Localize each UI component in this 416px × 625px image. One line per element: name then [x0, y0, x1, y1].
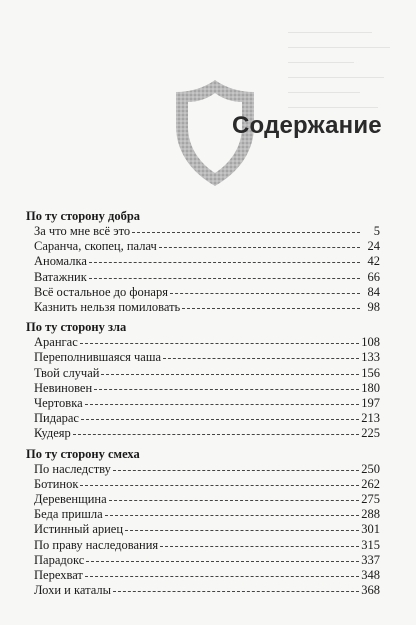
entry-title: Лохи и каталы [34, 583, 112, 598]
entry-page: 250 [361, 461, 380, 476]
toc-entry [26, 426, 380, 441]
toc-entry [26, 350, 380, 365]
toc-entry [26, 553, 380, 568]
dot-leader [89, 262, 360, 263]
entry-page: 84 [367, 284, 380, 299]
entry-title: Ботинок [34, 476, 79, 491]
entry-page: 275 [361, 492, 380, 507]
entry-title: Переполнившаяся чаша [34, 350, 162, 365]
entry-title: Перехват [34, 568, 83, 583]
toc-entry [26, 270, 380, 285]
toc-entry [26, 522, 380, 537]
entry-page: 24 [367, 239, 380, 254]
toc-entry [26, 366, 380, 381]
toc-entry [26, 254, 380, 269]
entry-title: Невиновен [34, 380, 93, 395]
toc-entry [26, 477, 380, 492]
entry-title: Всё остальное до фонаря [34, 284, 168, 299]
toc-entry [26, 396, 380, 411]
entry-page: 66 [367, 269, 380, 284]
toc-entry [26, 239, 380, 254]
entry-title: Аномалка [34, 254, 87, 269]
entry-title: Пидарас [34, 411, 79, 426]
entry-title: Истинный ариец [34, 522, 124, 537]
page-title: Содержание [232, 112, 382, 139]
dot-leader [113, 470, 359, 471]
entry-page: 42 [367, 254, 380, 269]
toc-section [26, 446, 380, 599]
entry-page: 262 [361, 476, 380, 491]
entry-page: 180 [361, 380, 380, 395]
dot-leader [163, 358, 359, 359]
entry-page: 156 [361, 365, 380, 380]
toc-section [26, 319, 380, 441]
entry-title: По наследству [34, 461, 111, 476]
entry-page: 368 [361, 583, 380, 598]
toc-entry [26, 411, 380, 426]
dot-leader [125, 530, 359, 531]
dot-leader [85, 404, 360, 405]
dot-leader [109, 500, 360, 501]
entry-page: 288 [361, 507, 380, 522]
entry-title: Парадокс [34, 552, 85, 567]
dot-leader [182, 308, 360, 309]
entry-title: За что мне всё это [34, 224, 131, 238]
entry-page: 315 [361, 537, 380, 552]
dot-leader [94, 389, 359, 390]
toc-entry [26, 583, 380, 598]
toc-entry [26, 507, 380, 522]
entry-title: Ватажник [34, 269, 87, 284]
toc-entry [26, 538, 380, 553]
entry-page: 337 [361, 552, 380, 567]
toc-entry [26, 335, 380, 350]
toc-entry [26, 381, 380, 396]
dot-leader [113, 591, 359, 592]
entry-page: 197 [361, 396, 380, 411]
entry-title: Кудеяр [34, 426, 71, 441]
entry-page: 213 [361, 411, 380, 426]
section-title: По ту сторону смеха [26, 446, 140, 461]
dot-leader [132, 232, 360, 233]
toc-entry [26, 224, 380, 239]
toc-section [26, 208, 380, 315]
toc-entry [26, 462, 380, 477]
section-title: По ту сторону добра [26, 209, 141, 223]
entry-title: Арангас [34, 335, 78, 350]
entry-page: 301 [361, 522, 380, 537]
entry-page: 225 [361, 426, 380, 441]
toc-entry [26, 285, 380, 300]
entry-page: 108 [361, 335, 380, 350]
dot-leader [105, 515, 360, 516]
entry-title: Беда пришла [34, 507, 103, 522]
entry-title: Казнить нельзя помиловать [34, 300, 181, 315]
dot-leader [101, 374, 359, 375]
table-of-contents [26, 208, 380, 602]
entry-page: 5 [373, 224, 380, 238]
toc-entry [26, 568, 380, 583]
dot-leader [160, 546, 359, 547]
dot-leader [85, 576, 359, 577]
entry-title: Чертовка [34, 396, 83, 411]
entry-title: По праву наследования [34, 537, 159, 552]
dot-leader [80, 343, 360, 344]
entry-page: 348 [361, 568, 380, 583]
entry-title: Деревенщина [34, 492, 107, 507]
dot-leader [89, 278, 360, 279]
dot-leader [81, 419, 359, 420]
toc-entry [26, 492, 380, 507]
dot-leader [159, 247, 360, 248]
section-title: По ту сторону зла [26, 320, 127, 335]
dot-leader [80, 485, 359, 486]
entry-title: Саранча, скопец, палач [34, 239, 157, 254]
entry-title: Твой случай [34, 365, 100, 380]
dot-leader [73, 434, 359, 435]
contents-header [0, 78, 416, 188]
entry-page: 98 [367, 300, 380, 315]
dot-leader [170, 293, 360, 294]
entry-page: 133 [361, 350, 380, 365]
dot-leader [86, 561, 359, 562]
toc-entry [26, 300, 380, 315]
